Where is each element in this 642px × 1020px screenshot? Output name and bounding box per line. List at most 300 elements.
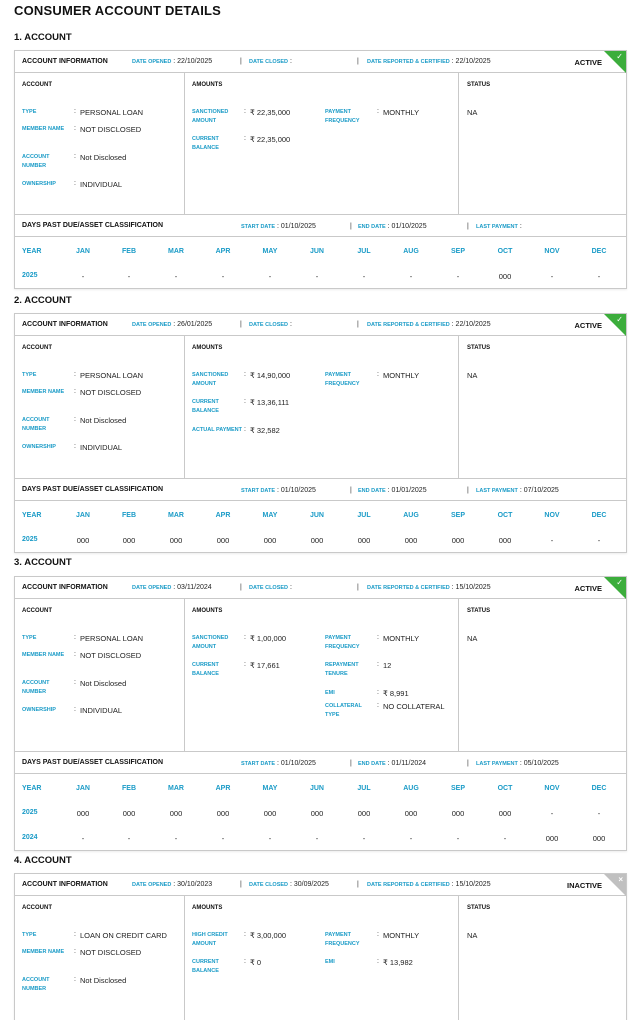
member-name-row bbox=[22, 388, 172, 408]
account-number-row bbox=[22, 416, 172, 436]
amount-field-colon: : bbox=[377, 689, 379, 696]
date-reported-label: DATE REPORTED & CERTIFIED bbox=[367, 59, 450, 65]
amount-field-label: PAYMENT FREQUENCY bbox=[325, 932, 360, 947]
dpd-grid bbox=[15, 501, 626, 552]
month-header: DEC bbox=[591, 785, 607, 792]
amount-field-colon: : bbox=[244, 135, 246, 142]
month-header: AUG bbox=[403, 785, 419, 792]
status-column bbox=[458, 896, 626, 1020]
amount-field-row bbox=[325, 661, 475, 681]
account-number-value: Not Disclosed bbox=[80, 153, 127, 162]
month-header: JUN bbox=[309, 512, 324, 519]
amount-field-colon: : bbox=[244, 371, 246, 378]
year-header: YEAR bbox=[22, 248, 42, 255]
type-label: TYPE bbox=[22, 109, 37, 115]
status-value: NA bbox=[467, 931, 478, 940]
dpd-value: - bbox=[362, 272, 366, 281]
amount-field-label: CURRENT BALANCE bbox=[192, 662, 219, 677]
check-icon: ✓ bbox=[616, 52, 623, 61]
amount-field-label: COLLATERAL TYPE bbox=[325, 703, 362, 718]
dpd-value: - bbox=[268, 272, 272, 281]
account-card bbox=[14, 50, 627, 289]
dpd-value: 000 bbox=[451, 536, 465, 545]
member-name-value: NOT DISCLOSED bbox=[80, 651, 142, 660]
status-badge: INACTIVE bbox=[566, 881, 602, 890]
divider: | bbox=[467, 223, 469, 230]
ownership-label: OWNERSHIP bbox=[22, 181, 56, 187]
month-header: FEB bbox=[122, 512, 136, 519]
dpd-value: - bbox=[315, 834, 319, 843]
account-column bbox=[15, 896, 184, 1020]
amount-field-value: ₹ 13,36,111 bbox=[250, 398, 290, 407]
dpd-value: 000 bbox=[357, 536, 371, 545]
amount-field-colon: : bbox=[244, 958, 246, 965]
dpd-value: 000 bbox=[451, 809, 465, 818]
ownership-colon: : bbox=[74, 443, 76, 450]
member-name-row bbox=[22, 125, 172, 145]
date-reported-label: DATE REPORTED & CERTIFIED bbox=[367, 322, 450, 328]
type-value: PERSONAL LOAN bbox=[80, 108, 144, 117]
member-name-value: NOT DISCLOSED bbox=[80, 388, 142, 397]
member-name-colon: : bbox=[74, 388, 76, 395]
amount-field-colon: : bbox=[377, 371, 379, 378]
dpd-value: 000 bbox=[76, 809, 90, 818]
last-payment-label: LAST PAYMENT bbox=[476, 761, 518, 767]
section-title: 2. ACCOUNT bbox=[14, 295, 72, 306]
type-colon: : bbox=[74, 931, 76, 938]
account-column-heading: ACCOUNT bbox=[22, 82, 52, 88]
amount-field-row bbox=[192, 931, 342, 951]
month-header: AUG bbox=[403, 248, 419, 255]
end-date-label: END DATE bbox=[358, 224, 386, 230]
end-date-value: : 01/01/2025 bbox=[385, 487, 427, 494]
dpd-value: - bbox=[174, 272, 178, 281]
date-reported-value: : 22/10/2025 bbox=[449, 321, 491, 328]
account-header bbox=[15, 874, 626, 896]
amount-field-colon: : bbox=[244, 634, 246, 641]
type-label: TYPE bbox=[22, 372, 37, 378]
end-date-label: END DATE bbox=[358, 488, 386, 494]
dpd-value: - bbox=[550, 272, 554, 281]
month-header: MAY bbox=[262, 512, 278, 519]
date-reported bbox=[367, 58, 491, 65]
account-header bbox=[15, 51, 626, 73]
month-header: OCT bbox=[497, 248, 513, 255]
amount-field-row bbox=[325, 634, 478, 654]
amount-field-colon: : bbox=[377, 958, 379, 965]
month-header: JUL bbox=[357, 248, 371, 255]
date-reported-value: : 15/10/2025 bbox=[449, 584, 491, 591]
date-opened-value: : 22/10/2025 bbox=[171, 58, 213, 65]
dpd-value: - bbox=[268, 834, 272, 843]
type-label: TYPE bbox=[22, 635, 37, 641]
dpd-value: - bbox=[409, 272, 413, 281]
dpd-value: 000 bbox=[357, 809, 371, 818]
month-header: FEB bbox=[122, 248, 136, 255]
status-column-heading: STATUS bbox=[467, 82, 491, 88]
ownership-row bbox=[22, 706, 172, 726]
account-number-value: Not Disclosed bbox=[80, 679, 127, 688]
month-header: SEP bbox=[450, 512, 465, 519]
amount-field-colon: : bbox=[377, 702, 379, 709]
dpd-title: DAYS PAST DUE/ASSET CLASSIFICATION bbox=[22, 222, 164, 229]
dpd-value: - bbox=[409, 834, 413, 843]
type-value: PERSONAL LOAN bbox=[80, 371, 144, 380]
date-opened-value: : 26/01/2025 bbox=[171, 321, 213, 328]
date-opened bbox=[132, 881, 212, 888]
divider: | bbox=[240, 321, 242, 328]
amount-field-row bbox=[325, 108, 478, 128]
amount-field-row bbox=[192, 108, 342, 128]
member-name-row bbox=[22, 651, 172, 671]
account-number-colon: : bbox=[74, 976, 76, 983]
amount-field-value: ₹ 22,35,000 bbox=[250, 135, 291, 144]
start-date-value: : 01/10/2025 bbox=[275, 487, 316, 494]
date-closed bbox=[249, 881, 329, 888]
ownership-value: INDIVIDUAL bbox=[80, 443, 123, 452]
account-number-colon: : bbox=[74, 416, 76, 423]
divider: | bbox=[240, 584, 242, 591]
last-payment-value: : bbox=[517, 223, 522, 230]
amount-field-label: PAYMENT FREQUENCY bbox=[325, 372, 360, 387]
dpd-value: 000 bbox=[545, 834, 559, 843]
month-header: MAY bbox=[262, 785, 278, 792]
dpd-value: - bbox=[221, 834, 225, 843]
dpd-value: 000 bbox=[169, 536, 183, 545]
amount-field-label: ACTUAL PAYMENT bbox=[192, 427, 243, 433]
end-date-label: END DATE bbox=[358, 761, 386, 767]
date-closed-label: DATE CLOSED bbox=[249, 585, 289, 591]
dpd-value: - bbox=[174, 834, 178, 843]
amount-field-label: PAYMENT FREQUENCY bbox=[325, 109, 360, 124]
amount-field-colon: : bbox=[377, 661, 379, 668]
amount-field-value: ₹ 13,982 bbox=[383, 958, 413, 967]
dpd-value: 000 bbox=[404, 536, 418, 545]
amount-field-value: ₹ 22,35,000 bbox=[250, 108, 291, 117]
dpd-value: - bbox=[597, 536, 601, 545]
dpd-value: 000 bbox=[122, 536, 136, 545]
section-title: 3. ACCOUNT bbox=[14, 557, 72, 568]
month-header: NOV bbox=[544, 512, 560, 519]
amounts-column bbox=[184, 599, 458, 751]
divider: | bbox=[357, 58, 359, 65]
page-title: CONSUMER ACCOUNT DETAILS bbox=[14, 3, 222, 18]
dpd-value: 000 bbox=[122, 809, 136, 818]
check-icon: ✓ bbox=[616, 315, 623, 324]
close-icon: × bbox=[618, 875, 623, 884]
amount-field-value: NO COLLATERAL bbox=[383, 702, 445, 711]
section-title: 4. ACCOUNT bbox=[14, 855, 72, 866]
date-reported bbox=[367, 321, 491, 328]
divider: | bbox=[357, 881, 359, 888]
account-body bbox=[15, 599, 626, 752]
dpd-year: 2025 bbox=[22, 536, 38, 543]
month-header: SEP bbox=[450, 785, 465, 792]
end-date bbox=[358, 760, 426, 767]
start-date bbox=[241, 760, 316, 767]
month-header: SEP bbox=[450, 248, 465, 255]
date-closed-value: : 30/09/2025 bbox=[288, 881, 329, 888]
amount-field-value: ₹ 0 bbox=[250, 958, 262, 967]
date-closed-value: : bbox=[288, 321, 292, 328]
dpd-value: 000 bbox=[498, 536, 512, 545]
amount-field-value: MONTHLY bbox=[383, 931, 420, 940]
month-header: AUG bbox=[403, 512, 419, 519]
amount-field-row bbox=[192, 371, 342, 391]
divider: | bbox=[350, 487, 352, 494]
dpd-value: - bbox=[362, 834, 366, 843]
member-name-label: MEMBER NAME bbox=[22, 652, 65, 658]
status-badge: ACTIVE bbox=[574, 584, 602, 593]
account-body bbox=[15, 336, 626, 479]
check-icon: ✓ bbox=[616, 578, 623, 587]
month-header: JAN bbox=[75, 512, 90, 519]
member-name-label: MEMBER NAME bbox=[22, 949, 65, 955]
dpd-value: 000 bbox=[310, 809, 324, 818]
amount-field-value: MONTHLY bbox=[383, 371, 420, 380]
date-closed-value: : bbox=[288, 58, 292, 65]
amounts-column bbox=[184, 73, 458, 214]
amount-field-colon: : bbox=[244, 108, 246, 115]
amount-field-row bbox=[192, 958, 342, 978]
dpd-value: 000 bbox=[498, 809, 512, 818]
date-closed-label: DATE CLOSED bbox=[249, 59, 289, 65]
month-header: JUN bbox=[309, 785, 324, 792]
account-card bbox=[14, 576, 627, 851]
account-number-label: ACCOUNT NUMBER bbox=[22, 680, 50, 695]
amount-field-row bbox=[192, 634, 342, 654]
date-opened-label: DATE OPENED bbox=[132, 882, 172, 888]
dpd-value: 000 bbox=[263, 536, 277, 545]
amount-field-colon: : bbox=[244, 661, 246, 668]
amount-field-colon: : bbox=[244, 398, 246, 405]
month-header: NOV bbox=[544, 248, 560, 255]
start-date-label: START DATE bbox=[241, 761, 276, 767]
end-date bbox=[358, 223, 427, 230]
account-info-heading: ACCOUNT INFORMATION bbox=[22, 58, 108, 65]
member-name-value: NOT DISCLOSED bbox=[80, 125, 142, 134]
amount-field-row bbox=[325, 702, 475, 722]
month-header: OCT bbox=[497, 785, 513, 792]
dpd-value: - bbox=[550, 536, 554, 545]
member-name-colon: : bbox=[74, 125, 76, 132]
dpd-grid bbox=[15, 237, 626, 288]
account-card bbox=[14, 873, 627, 1020]
end-date bbox=[358, 487, 427, 494]
account-number-row bbox=[22, 679, 172, 699]
date-opened bbox=[132, 321, 212, 328]
divider: | bbox=[357, 321, 359, 328]
status-badge: ACTIVE bbox=[574, 58, 602, 67]
dpd-value: - bbox=[127, 272, 131, 281]
status-column-heading: STATUS bbox=[467, 905, 491, 911]
amounts-column-heading: AMOUNTS bbox=[192, 345, 223, 351]
account-info-heading: ACCOUNT INFORMATION bbox=[22, 584, 108, 591]
divider: | bbox=[350, 760, 352, 767]
month-header: MAR bbox=[168, 248, 184, 255]
account-info-heading: ACCOUNT INFORMATION bbox=[22, 881, 108, 888]
amount-field-row bbox=[192, 661, 342, 681]
ownership-row bbox=[22, 443, 172, 463]
dpd-value: - bbox=[456, 834, 460, 843]
status-badge: ACTIVE bbox=[574, 321, 602, 330]
status-column bbox=[458, 599, 626, 751]
type-value: LOAN ON CREDIT CARD bbox=[80, 931, 167, 940]
dpd-value: 000 bbox=[216, 809, 230, 818]
last-payment bbox=[476, 760, 559, 767]
date-reported bbox=[367, 881, 491, 888]
month-header: MAR bbox=[168, 785, 184, 792]
end-date-value: : 01/11/2024 bbox=[385, 760, 427, 767]
date-opened-value: : 03/11/2024 bbox=[171, 584, 212, 591]
status-value: NA bbox=[467, 634, 478, 643]
date-opened bbox=[132, 58, 212, 65]
dpd-value: - bbox=[315, 272, 319, 281]
account-info-heading: ACCOUNT INFORMATION bbox=[22, 321, 108, 328]
amount-field-value: ₹ 1,00,000 bbox=[250, 634, 287, 643]
month-header: APR bbox=[215, 785, 231, 792]
date-closed-value: : bbox=[288, 584, 292, 591]
dpd-value: 000 bbox=[169, 809, 183, 818]
account-card bbox=[14, 313, 627, 553]
month-header: APR bbox=[215, 248, 231, 255]
section-title: 1. ACCOUNT bbox=[14, 32, 72, 43]
dpd-year: 2025 bbox=[22, 809, 38, 816]
last-payment bbox=[476, 223, 522, 230]
date-closed bbox=[249, 58, 292, 65]
ownership-colon: : bbox=[74, 180, 76, 187]
amount-field-value: MONTHLY bbox=[383, 634, 420, 643]
account-body bbox=[15, 73, 626, 215]
date-closed bbox=[249, 584, 292, 591]
date-closed bbox=[249, 321, 292, 328]
month-header: JAN bbox=[75, 248, 90, 255]
dpd-value: 000 bbox=[76, 536, 90, 545]
member-name-value: NOT DISCLOSED bbox=[80, 948, 142, 957]
amount-field-value: ₹ 14,90,000 bbox=[250, 371, 291, 380]
dpd-value: - bbox=[81, 272, 85, 281]
amounts-column bbox=[184, 336, 458, 478]
date-reported-label: DATE REPORTED & CERTIFIED bbox=[367, 585, 450, 591]
month-header: MAR bbox=[168, 512, 184, 519]
amount-field-value: ₹ 32,582 bbox=[250, 426, 280, 435]
status-column-heading: STATUS bbox=[467, 608, 491, 614]
amount-field-label: SANCTIONED AMOUNT bbox=[192, 635, 229, 650]
start-date bbox=[241, 487, 316, 494]
month-header: FEB bbox=[122, 785, 136, 792]
start-date-label: START DATE bbox=[241, 224, 276, 230]
account-column bbox=[15, 73, 184, 214]
month-header: NOV bbox=[544, 785, 560, 792]
month-header: DEC bbox=[591, 248, 607, 255]
amount-field-label: CURRENT BALANCE bbox=[192, 136, 219, 151]
amount-field-colon: : bbox=[377, 931, 379, 938]
date-closed-label: DATE CLOSED bbox=[249, 322, 289, 328]
amount-field-label: EMI bbox=[325, 690, 335, 696]
date-reported-value: : 22/10/2025 bbox=[449, 58, 491, 65]
dpd-title: DAYS PAST DUE/ASSET CLASSIFICATION bbox=[22, 759, 164, 766]
amount-field-label: EMI bbox=[325, 959, 335, 965]
amount-field-value: 12 bbox=[383, 661, 392, 670]
month-header: APR bbox=[215, 512, 231, 519]
type-colon: : bbox=[74, 108, 76, 115]
account-number-row bbox=[22, 153, 172, 173]
divider: | bbox=[467, 760, 469, 767]
start-date-value: : 01/10/2025 bbox=[275, 760, 316, 767]
account-number-colon: : bbox=[74, 679, 76, 686]
amount-field-row bbox=[192, 426, 342, 446]
ownership-value: INDIVIDUAL bbox=[80, 180, 123, 189]
member-name-label: MEMBER NAME bbox=[22, 389, 65, 395]
date-reported-label: DATE REPORTED & CERTIFIED bbox=[367, 882, 450, 888]
divider: | bbox=[350, 223, 352, 230]
amount-field-label: SANCTIONED AMOUNT bbox=[192, 372, 229, 387]
member-name-colon: : bbox=[74, 651, 76, 658]
amounts-column-heading: AMOUNTS bbox=[192, 82, 223, 88]
account-column-heading: ACCOUNT bbox=[22, 345, 52, 351]
month-header: MAY bbox=[262, 248, 278, 255]
last-payment-value: : 07/10/2025 bbox=[517, 487, 559, 494]
dpd-value: - bbox=[221, 272, 225, 281]
amount-field-colon: : bbox=[377, 108, 379, 115]
dpd-value: - bbox=[81, 834, 85, 843]
end-date-value: : 01/10/2025 bbox=[385, 223, 427, 230]
month-header: JAN bbox=[75, 785, 90, 792]
ownership-colon: : bbox=[74, 706, 76, 713]
dpd-header bbox=[15, 479, 626, 501]
account-number-label: ACCOUNT NUMBER bbox=[22, 154, 50, 169]
amount-field-row bbox=[325, 958, 475, 978]
member-name-row bbox=[22, 948, 172, 968]
amount-field-label: HIGH CREDIT AMOUNT bbox=[192, 932, 228, 947]
dpd-value: 000 bbox=[498, 272, 512, 281]
month-header: JUN bbox=[309, 248, 324, 255]
account-body bbox=[15, 896, 626, 1020]
amount-field-row bbox=[192, 398, 342, 418]
status-column-heading: STATUS bbox=[467, 345, 491, 351]
dpd-grid bbox=[15, 774, 626, 850]
account-column-heading: ACCOUNT bbox=[22, 608, 52, 614]
dpd-value: - bbox=[597, 809, 601, 818]
dpd-value: - bbox=[127, 834, 131, 843]
ownership-label: OWNERSHIP bbox=[22, 444, 56, 450]
amount-field-value: ₹ 8,991 bbox=[383, 689, 409, 698]
amounts-column-heading: AMOUNTS bbox=[192, 608, 223, 614]
dpd-value: - bbox=[503, 834, 507, 843]
amount-field-row bbox=[325, 931, 478, 951]
type-value: PERSONAL LOAN bbox=[80, 634, 144, 643]
date-reported-value: : 15/10/2025 bbox=[449, 881, 491, 888]
type-label: TYPE bbox=[22, 932, 37, 938]
dpd-value: 000 bbox=[404, 809, 418, 818]
amount-field-value: ₹ 17,661 bbox=[250, 661, 280, 670]
account-number-value: Not Disclosed bbox=[80, 976, 127, 985]
status-column bbox=[458, 73, 626, 214]
amount-field-colon: : bbox=[244, 931, 246, 938]
start-date-value: : 01/10/2025 bbox=[275, 223, 316, 230]
last-payment-label: LAST PAYMENT bbox=[476, 224, 518, 230]
account-number-colon: : bbox=[74, 153, 76, 160]
member-name-label: MEMBER NAME bbox=[22, 126, 65, 132]
amount-field-value: ₹ 3,00,000 bbox=[250, 931, 287, 940]
dpd-header bbox=[15, 215, 626, 237]
dpd-year: 2025 bbox=[22, 272, 38, 279]
dpd-value: - bbox=[550, 809, 554, 818]
dpd-value: 000 bbox=[592, 834, 606, 843]
year-header: YEAR bbox=[22, 512, 42, 519]
account-column bbox=[15, 336, 184, 478]
type-colon: : bbox=[74, 371, 76, 378]
